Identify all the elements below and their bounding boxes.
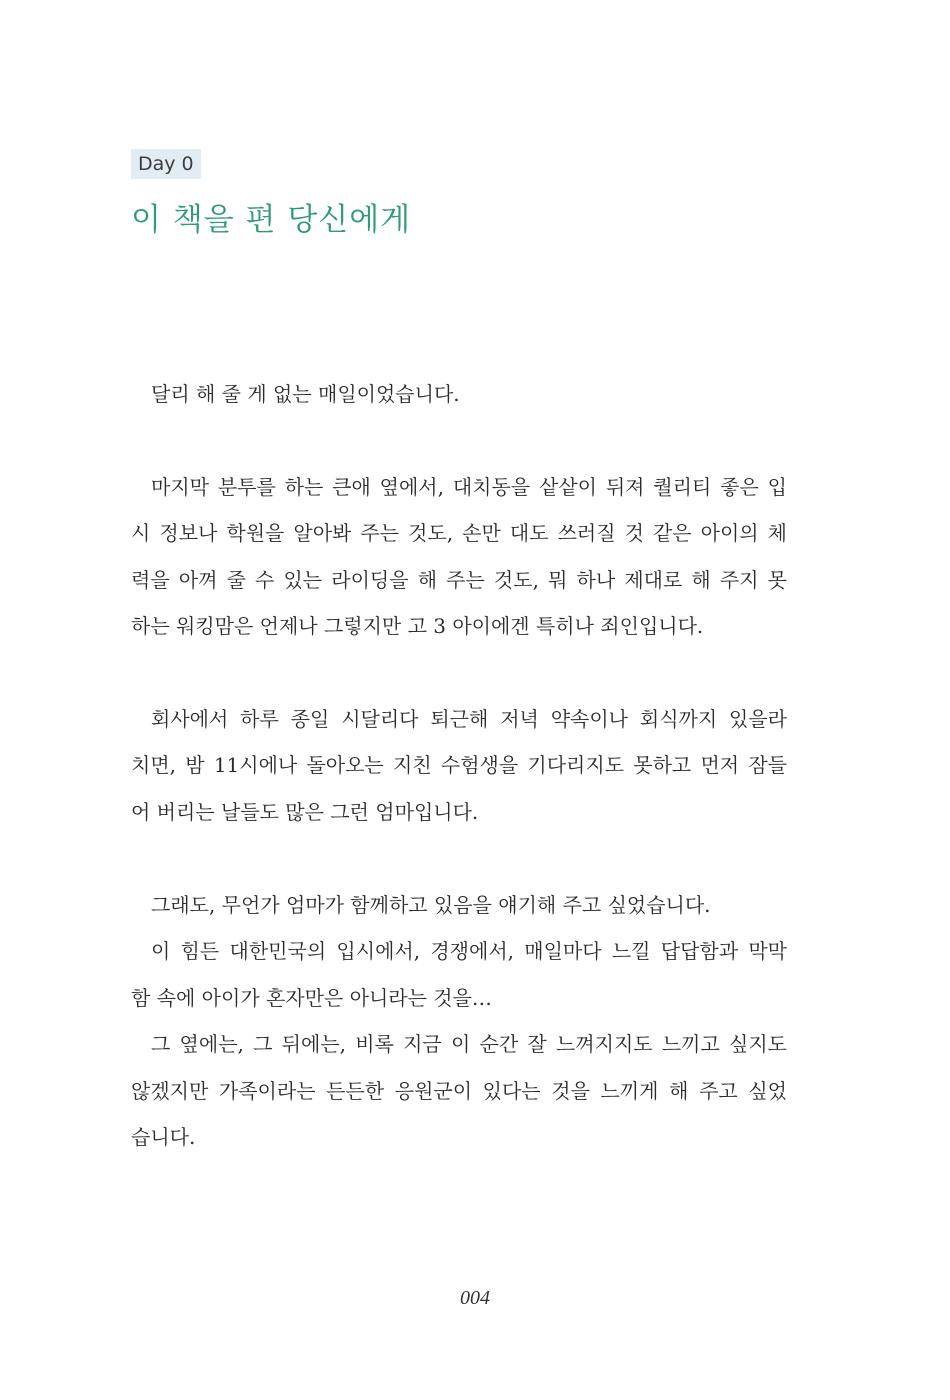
page-number: 004: [460, 1287, 490, 1309]
day-badge: Day 0: [131, 149, 201, 179]
paragraph-line: 그래도, 무언가 엄마가 함께하고 있음을 얘기해 주고 싶었습니다.: [151, 893, 711, 917]
paragraph-line: 하는 워킹맘은 언제나 그렇지만 고 3 아이에겐 특히나 죄인입니다.: [131, 614, 704, 638]
paragraph-line: 달리 해 줄 게 없는 매일이었습니다.: [151, 382, 460, 406]
paragraph-line: 어 버리는 날들도 많은 그런 엄마입니다.: [131, 800, 479, 824]
paragraph-line: 마지막 분투를 하는 큰애 옆에서, 대치동을 샅샅이 뒤져 퀄리티 좋은 입: [151, 475, 787, 499]
paragraph-line: 치면, 밤 11시에나 돌아오는 지친 수험생을 기다리지도 못하고 먼저 잠들: [131, 753, 787, 777]
paragraph-line: 력을 아껴 줄 수 있는 라이딩을 해 주는 것도, 뭐 하나 제대로 해 주지 못: [131, 568, 787, 592]
paragraph-line: 시 정보나 학원을 알아봐 주는 것도, 손만 대도 쓰러질 것 같은 아이의 체: [131, 521, 787, 545]
paragraph-line: 그 옆에는, 그 뒤에는, 비록 지금 이 순간 잘 느껴지지도 느끼고 싶지도: [151, 1032, 787, 1056]
paragraph-line: 함 속에 아이가 혼자만은 아니라는 것을…: [131, 986, 492, 1010]
paragraph-line: 이 힘든 대한민국의 입시에서, 경쟁에서, 매일마다 느낄 답답함과 막막: [151, 939, 787, 963]
chapter-title: 이 책을 편 당신에게: [131, 202, 412, 238]
paragraph-line: 않겠지만 가족이라는 든든한 응원군이 있다는 것을 느끼게 해 주고 싶었: [131, 1079, 787, 1103]
paragraph-line: 회사에서 하루 종일 시달리다 퇴근해 저녁 약속이나 회식까지 있을라: [151, 707, 787, 731]
paragraph-line: 습니다.: [131, 1125, 196, 1149]
